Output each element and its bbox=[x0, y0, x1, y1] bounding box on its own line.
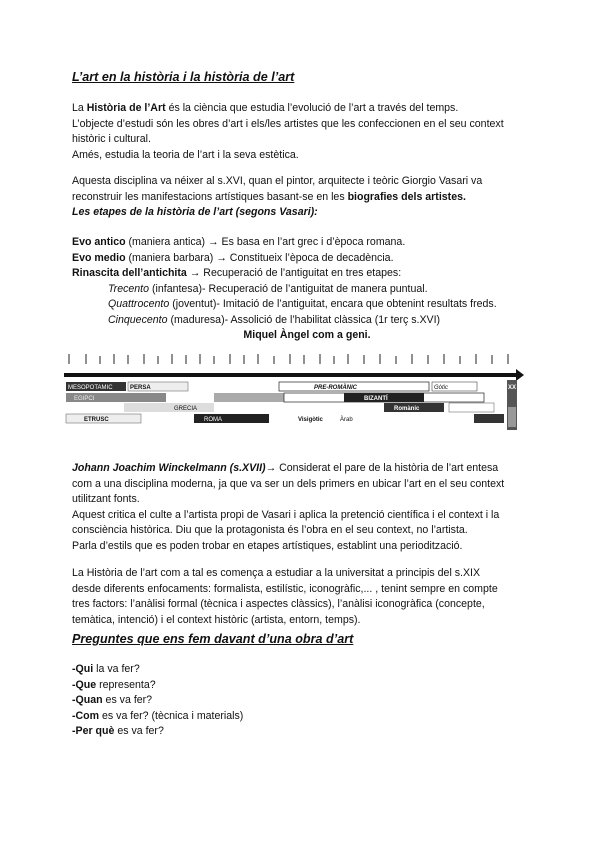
subetapa-item: Trecento (infantesa)- Recuperació de l’antiguitat de manera puntual. bbox=[108, 282, 428, 295]
etapes-list bbox=[72, 235, 542, 344]
timeline-label: ETRUSC bbox=[84, 417, 109, 423]
timeline-label: GRECIA bbox=[174, 406, 198, 412]
timeline-label: EGIPCI bbox=[74, 396, 95, 402]
timeline-label: ROMA bbox=[204, 417, 222, 423]
intro-paragraph: La Història de l’Art és la ciència que estudia l’evolució de l’art a través del temps. L’objecte d’estudi són les obres d’art i els/les artistes que les confeccionen en el seu context històric i cultural. Amés, estudia la teoria de l’art i la seva estètica. bbox=[72, 102, 504, 161]
universitat-paragraph: La Història de l’art com a tal es comença a estudiar a la universitat a principis del s.XIX desde diferents enfocaments: formalista, estilístic, iconogràfic,... , tenint sempre en compte tres factors: l’anàlisi formal (tècnica i aspectes clàssics), l’anàlisi iconogràfica (concepte, temàtica, intenció) i el context històric (artista, entorn, temps). bbox=[72, 567, 498, 626]
preguntes-title: Preguntes que ens fem davant d’una obra d’art bbox=[72, 632, 354, 646]
timeline-label: MESOPOTAMIC bbox=[68, 385, 113, 391]
etapes-heading: Les etapes de la història de l’art (segons Vasari): bbox=[72, 206, 318, 218]
etapa-item: Rinascita dell’antichita → Recuperació de l’antiguitat en tres etapes: bbox=[72, 267, 402, 279]
timeline-label: Àrab bbox=[340, 417, 353, 423]
timeline-label: XX bbox=[508, 385, 517, 391]
vasari-paragraph: Aquesta disciplina va néixer al s.XVI, quan el pintor, arquitecte i teòric Giorgio Vasari va reconstruir les manifestacions artístiques basant-se en les biografies dels artistes. Les etapes de la història de l’art (segons Vasari): bbox=[72, 174, 542, 221]
timeline-label: Gòtic bbox=[434, 385, 449, 391]
miquel-angel-line: Miquel Àngel com a geni. bbox=[243, 329, 371, 341]
timeline-label: Visigòtic bbox=[298, 417, 323, 423]
subetapa-item: Cinquecento (maduresa)- Assolició de l’habilitat clàssica (1r terç s.XVI) bbox=[108, 313, 441, 326]
timeline-label: Romànic bbox=[394, 406, 420, 412]
winckelmann-paragraph: Johann Joachim Winckelmann (s.XVII)→ Considerat el pare de la història de l’art entesa com a una disciplina moderna, ja que va ser un dels primers en ubicar l’art en el seu context utilitzant fonts. Aquest critica el culte a l’artista propi de Vasari i aplica la pretenció científica i el context i la consciència històrica. Diu que la protagonista és l’obra en el seu context, no l’artista. Parla d’estils que es poden trobar en etapes artístiques, establint una periodització. bbox=[72, 462, 505, 552]
etapa-item: Evo antico (maniera antica) → Es basa en l’art grec i d’època romana. bbox=[72, 236, 406, 248]
timeline-label: PERSA bbox=[130, 385, 151, 391]
pregunta-item: -Com es va fer? (tècnica i materials) bbox=[72, 709, 244, 722]
etapa-item: Evo medio (maniera barbara) → Constitueix l’època de decadència. bbox=[72, 251, 394, 264]
timeline-label: PRE-ROMÀNIC bbox=[314, 385, 357, 391]
art-history-timeline bbox=[64, 352, 524, 434]
page-title: L’art en la història i la història de l’art bbox=[72, 70, 295, 84]
pregunta-item: -Qui la va fer? bbox=[72, 663, 140, 675]
pregunta-item: -Quan es va fer? bbox=[72, 694, 153, 706]
preguntes-list bbox=[72, 662, 542, 740]
pregunta-item: -Per què es va fer? bbox=[72, 725, 164, 737]
pregunta-item: -Que representa? bbox=[72, 678, 156, 691]
subetapa-item: Quattrocento (joventut)- Imitació de l’antiguitat, encara que obtenint resultats freds. bbox=[108, 298, 497, 310]
timeline-label: BIZANTÍ bbox=[364, 396, 388, 402]
